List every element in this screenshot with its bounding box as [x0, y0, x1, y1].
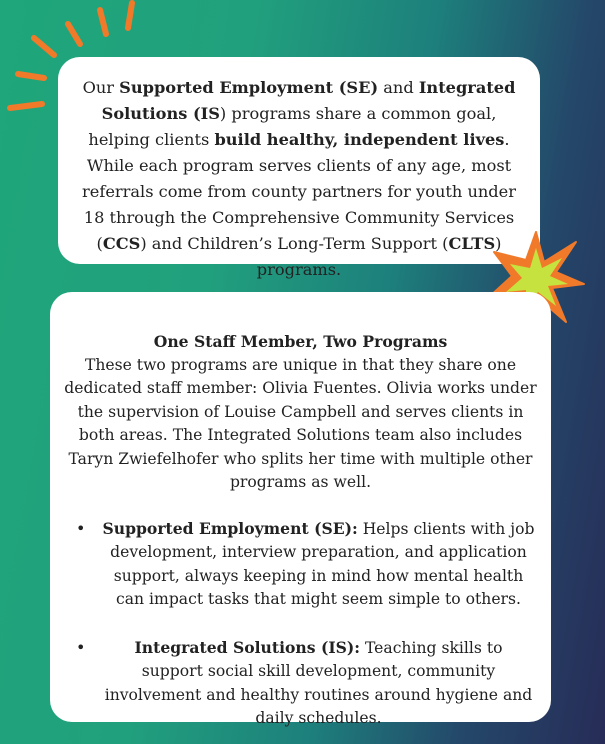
- bullet-text: Teaching skills to support social skill development, community involvement and healthy routines around hygiene and daily schedules.: [104, 638, 533, 727]
- bullet-marker: •: [76, 637, 86, 657]
- programs-card: [50, 292, 551, 727]
- intro-bold-ccs: CCS: [102, 234, 141, 253]
- burst-line: [10, 104, 42, 108]
- intro-card: [58, 57, 540, 279]
- list-item-se: [62, 517, 539, 612]
- intro-bold-se: Supported Employment (SE): [119, 78, 379, 97]
- program-list: [62, 517, 539, 731]
- bullet-label: Integrated Solutions (IS):: [134, 637, 361, 657]
- bullet-marker: •: [76, 518, 86, 538]
- intro-bold-clts: CLTS: [448, 234, 496, 253]
- burst-line: [34, 38, 54, 55]
- burst-line: [100, 10, 106, 34]
- section-body: These two programs are unique in that they share one dedicated staff member: Olivia Fuentes. Olivia works under the supervision of Louise Campbell and serves clients in both areas. The Integrated Solutions team also includes Taryn Zwiefelhofer who splits her time with multiple other programs as well.: [64, 355, 537, 491]
- burst-line: [128, 3, 132, 28]
- burst-line: [68, 24, 80, 44]
- section-heading: One Staff Member, Two Programs: [153, 332, 448, 351]
- intro-bold-is: Integrated Solutions (IS: [101, 78, 516, 123]
- burst-line: [18, 74, 44, 78]
- list-item-is: [62, 636, 539, 731]
- intro-bold-goal: build healthy, independent lives: [214, 130, 505, 149]
- intro-paragraph: Our Supported Employment (SE) and Integrated Solutions (IS) programs share a common goal, helping clients build healthy, independent lives. While each program serves clients of any age, most referrals come from county partners for youth under 18 through the Comprehensive Community Services (CCS) and Children’s Long-Term Support (CLTS) programs.: [82, 78, 516, 279]
- bullet-label: Supported Employment (SE):: [102, 518, 358, 538]
- bullet-text: Helps clients with job development, interview preparation, and application support, always keeping in mind how mental health can impact tasks that might seem simple to others.: [110, 519, 535, 608]
